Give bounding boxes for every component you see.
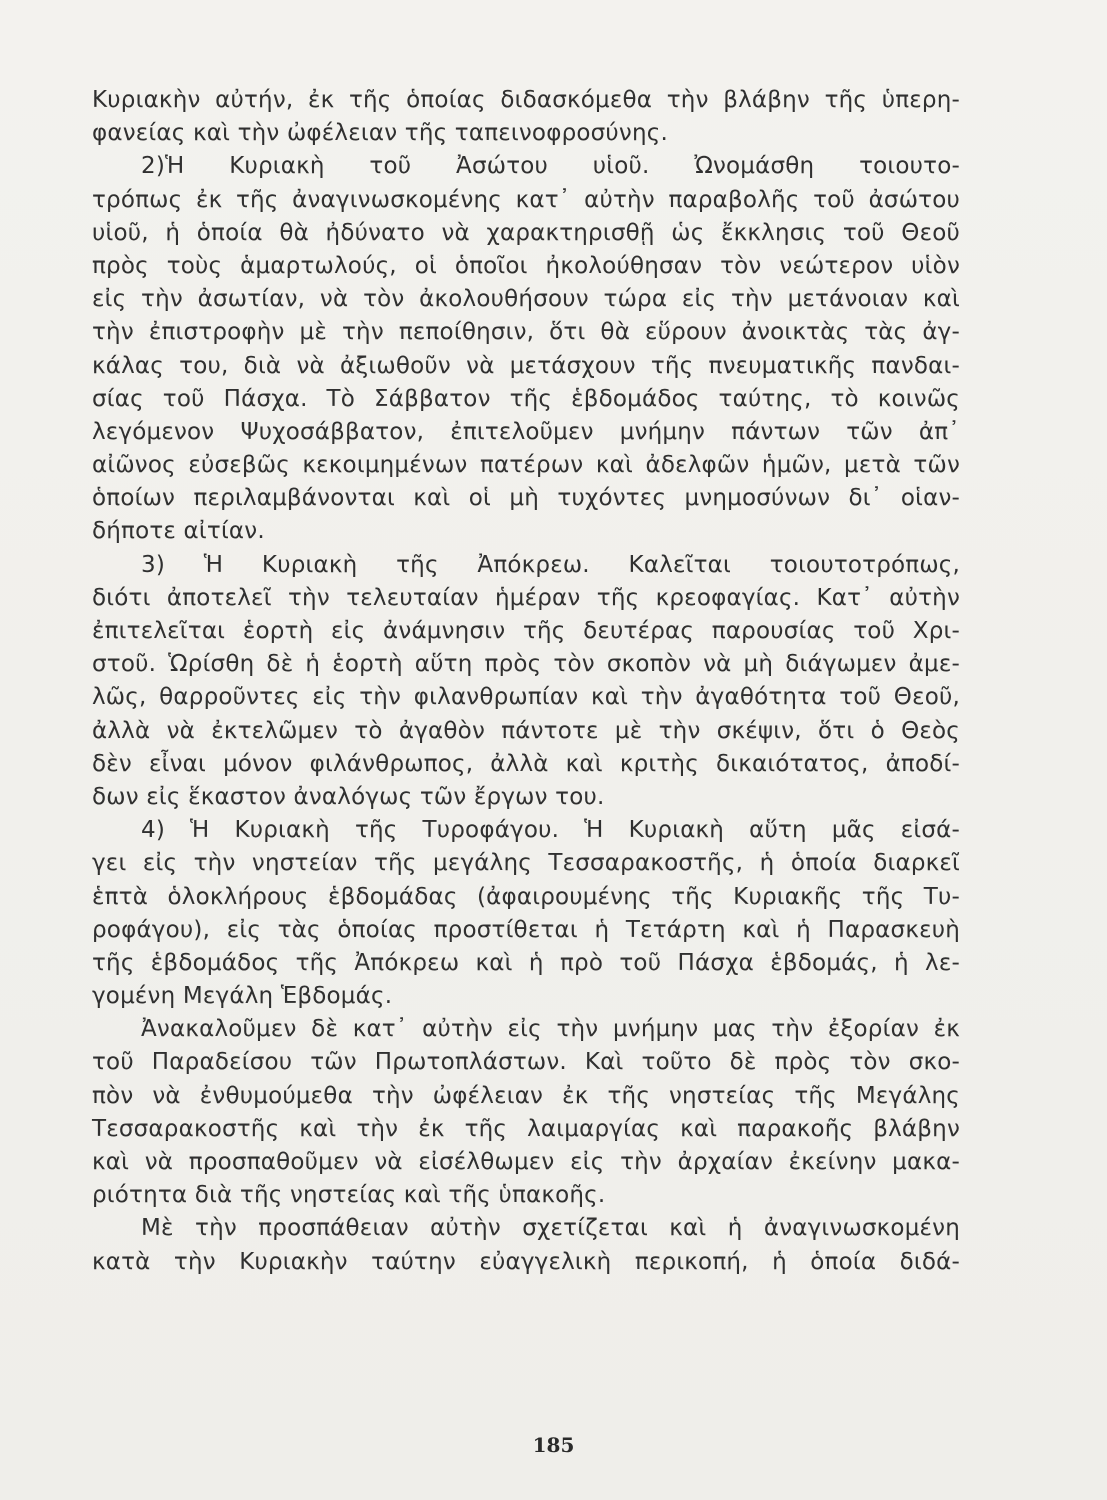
text-line-6: πρὸς τοὺς ἁμαρτωλούς, οἱ ὁποῖοι ἠκολούθησαν τὸν νεώτερον υἱὸν xyxy=(92,252,960,279)
text-line-35: Μὲ τὴν προσπάθειαν αὐτὴν σχετίζεται καὶ ἡ ἀναγινωσκομένη xyxy=(141,1215,960,1242)
text-line-18: στοῦ. Ὡρίσθη δὲ ἡ ἑορτὴ αὕτη πρὸς τὸν σκοπὸν νὰ μὴ διάγωμεν ἀμε- xyxy=(92,651,960,678)
text-line-20: ἀλλὰ νὰ ἐκτελῶμεν τὸ ἀγαθὸν πάντοτε μὲ τὴν σκέψιν, ὅτι ὁ Θεὸς xyxy=(92,717,960,744)
text-line-25: ἑπτὰ ὁλοκλήρους ἑβδομάδας (ἀφαιρουμένης τῆς Κυριακῆς τῆς Τυ- xyxy=(92,883,960,910)
text-line-22: δων εἰς ἕκαστον ἀναλόγως τῶν ἔργων του. xyxy=(92,783,605,810)
text-line-4: τρόπως ἐκ τῆς ἀναγινωσκομένης κατ᾿ αὐτὴν παραβολῆς τοῦ ἀσώτου xyxy=(92,186,960,213)
text-line-29: Ἀνακαλοῦμεν δὲ κατ᾿ αὐτὴν εἰς τὴν μνήμην μας τὴν ἐξορίαν ἐκ xyxy=(141,1016,960,1043)
text-line-27: τῆς ἑβδομάδος τῆς Ἀπόκρεω καὶ ἡ πρὸ τοῦ Πάσχα ἑβδομάς, ἡ λε- xyxy=(92,949,960,976)
text-line-5: υἱοῦ, ἡ ὁποία θὰ ἠδύνατο νὰ χαρακτηρισθῇ ὡς ἔκκλησις τοῦ Θεοῦ xyxy=(92,219,960,246)
text-line-36: κατὰ τὴν Κυριακὴν ταύτην εὐαγγελικὴ περικοπή, ἡ ὁποία διδά- xyxy=(92,1248,960,1275)
text-line-28: γομένη Μεγάλη Ἑβδομάς. xyxy=(92,983,393,1010)
text-line-26: ροφάγου), εἰς τὰς ὁποίας προστίθεται ἡ Τετάρτη καὶ ἡ Παρασκευὴ xyxy=(92,916,960,943)
text-line-2: φανείας καὶ τὴν ὠφέλειαν τῆς ταπεινοφροσύνης. xyxy=(92,120,668,147)
text-line-15: 3) Ἡ Κυριακὴ τῆς Ἀπόκρεω. Καλεῖται τοιουτοτρόπως, xyxy=(141,551,960,578)
text-line-11: λεγόμενον Ψυχοσάββατον, ἐπιτελοῦμεν μνήμην πάντων τῶν ἀπ᾿ xyxy=(92,418,960,445)
text-line-14: δήποτε αἰτίαν. xyxy=(92,518,265,545)
text-line-1: Κυριακὴν αὐτήν, ἐκ τῆς ὁποίας διδασκόμεθα τὴν βλάβην τῆς ὑπερη- xyxy=(92,87,960,113)
text-line-21: δὲν εἶναι μόνον φιλάνθρωπος, ἀλλὰ καὶ κριτὴς δικαιότατος, ἀποδί- xyxy=(92,750,960,777)
text-line-30: τοῦ Παραδείσου τῶν Πρωτοπλάστων. Καὶ τοῦτο δὲ πρὸς τὸν σκο- xyxy=(92,1049,960,1076)
text-line-31: πὸν νὰ ἐνθυμούμεθα τὴν ὠφέλειαν ἐκ τῆς νηστείας τῆς Μεγάλης xyxy=(92,1082,960,1109)
text-line-9: κάλας του, διὰ νὰ ἀξιωθοῦν νὰ μετάσχουν τῆς πνευματικῆς πανδαι- xyxy=(92,352,960,379)
text-line-34: ριότητα διὰ τῆς νηστείας καὶ τῆς ὑπακοῆς. xyxy=(92,1182,606,1209)
text-line-16: διότι ἀποτελεῖ τὴν τελευταίαν ἡμέραν τῆς κρεοφαγίας. Κατ᾿ αὐτὴν xyxy=(92,584,960,611)
text-line-3: 2)Ἡ Κυριακὴ τοῦ Ἀσώτου υἱοῦ. Ὠνομάσθη τοιουτο- xyxy=(141,153,960,180)
text-line-23: 4) Ἡ Κυριακὴ τῆς Τυροφάγου. Ἡ Κυριακὴ αὕτη μᾶς εἰσά- xyxy=(141,817,960,844)
text-line-17: ἐπιτελεῖται ἑορτὴ εἰς ἀνάμνησιν τῆς δευτέρας παρουσίας τοῦ Χρι- xyxy=(92,618,960,644)
text-line-33: καὶ νὰ προσπαθοῦμεν νὰ εἰσέλθωμεν εἰς τὴν ἀρχαίαν ἐκείνην μακα- xyxy=(92,1149,960,1175)
body-text xyxy=(92,84,960,1279)
text-line-10: σίας τοῦ Πάσχα. Τὸ Σάββατον τῆς ἑβδομάδος ταύτης, τὸ κοινῶς xyxy=(92,385,960,412)
text-line-7: εἰς τὴν ἀσωτίαν, νὰ τὸν ἀκολουθήσουν τώρα εἰς τὴν μετάνοιαν καὶ xyxy=(92,286,960,313)
page-number: 185 xyxy=(532,1433,575,1457)
text-line-13: ὁποίων περιλαμβάνονται καὶ οἱ μὴ τυχόντες μνημοσύνων δι᾿ οἱαν- xyxy=(92,485,960,512)
text-line-32: Τεσσαρακοστῆς καὶ τὴν ἐκ τῆς λαιμαργίας καὶ παρακοῆς βλάβην xyxy=(92,1115,960,1142)
text-line-8: τὴν ἐπιστροφὴν μὲ τὴν πεποίθησιν, ὅτι θὰ εὕρουν ἀνοικτὰς τὰς ἀγ- xyxy=(92,319,960,346)
text-line-19: λῶς, θαρροῦντες εἰς τὴν φιλανθρωπίαν καὶ τὴν ἀγαθότητα τοῦ Θεοῦ, xyxy=(92,684,960,711)
text-line-12: αἰῶνος εὐσεβῶς κεκοιμημένων πατέρων καὶ ἀδελφῶν ἡμῶν, μετὰ τῶν xyxy=(92,452,960,479)
text-line-24: γει εἰς τὴν νηστείαν τῆς μεγάλης Τεσσαρακοστῆς, ἡ ὁποία διαρκεῖ xyxy=(92,850,960,877)
